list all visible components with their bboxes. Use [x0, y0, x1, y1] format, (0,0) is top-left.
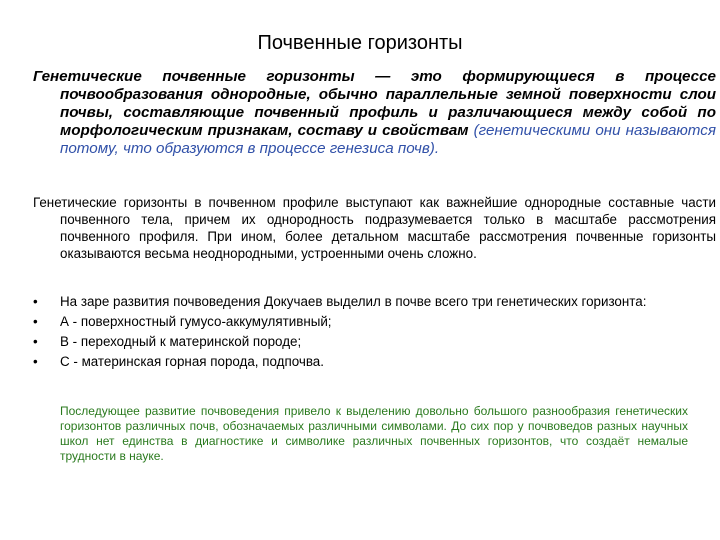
bullet-item [33, 353, 689, 370]
bullet-item [33, 293, 689, 310]
bullet-text: На заре развития почвоведения Докучаев выделил в почве всего три генетических горизонта: [60, 294, 647, 309]
green-note-paragraph: Последующее развитие почвоведения привело к выделению довольно большого разнообразия генетических горизонтов различных почв, обозначаемых различными символами. До сих пор у почвоведов разных научных школ нет единства в диагностике и символике различных почвенных горизонтов, что создаёт немалые трудности в науке. [60, 404, 688, 463]
second-paragraph: Генетические горизонты в почвенном профиле выступают как важнейшие однородные составные части почвенного тела, причем их однородность подразумевается только в масштабе рассмотрения почвенного профиля. При ином, более детальном масштабе рассмотрения почвенные горизонты оказываются весьма неоднородными, устроенными очень сложно. [33, 195, 716, 261]
bullet-text: А - поверхностный гумусо-аккумулятивный; [60, 314, 332, 329]
bullet-text: В - переходный к материнской породе; [60, 334, 302, 349]
bullet-dot-icon: • [33, 294, 38, 309]
intro-paragraph [33, 68, 716, 158]
bullet-dot-icon: • [33, 354, 38, 369]
bullet-text: С - материнская горная порода, подпочва. [60, 354, 324, 369]
bullet-dot-icon: • [33, 334, 38, 349]
intro-blue-note: (генетическими они называются потому, что образуются в процессе генезиса почв). [60, 122, 716, 157]
bullet-dot-icon: • [33, 314, 38, 329]
horizon-bullet-list [33, 293, 689, 373]
bullet-item [33, 333, 689, 350]
bullet-item [33, 313, 689, 330]
intro-main-text: Генетические почвенные горизонты — это формирующиеся в процессе почвообразования однородные, обычно параллельные земной поверхности слои почвы, составляющие почвенный профиль и различающиеся между собой по морфологическим признакам, составу и свойствам [33, 68, 716, 139]
slide-title: Почвенные горизонты [257, 32, 463, 54]
